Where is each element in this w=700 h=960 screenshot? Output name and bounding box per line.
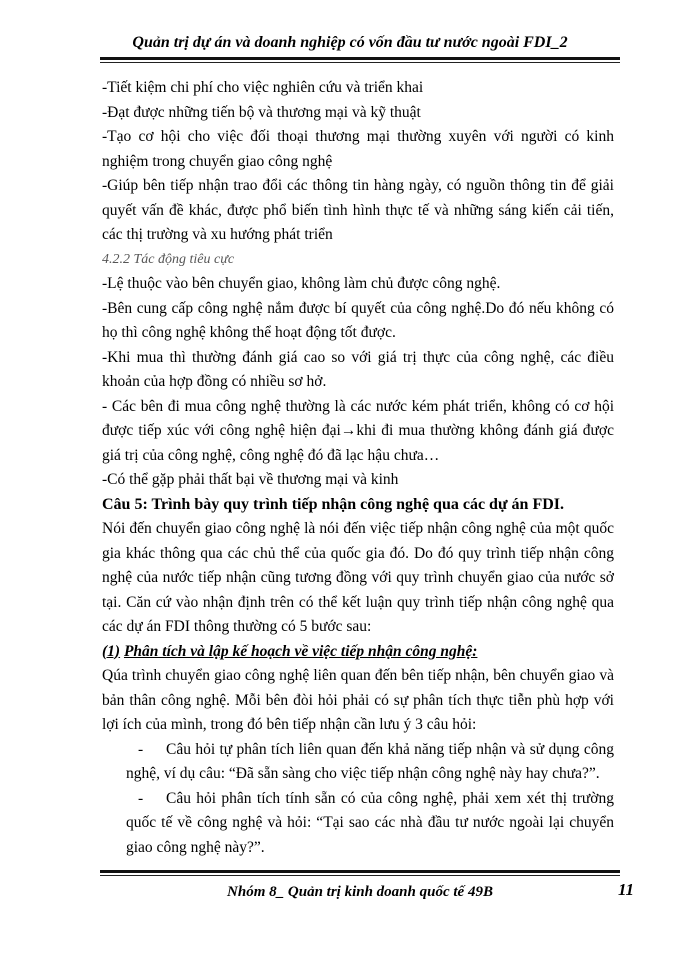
page-number: 11 [618,880,635,899]
step-1-title: Phân tích và lập kế hoạch về việc tiếp nhận công nghệ: [123,642,478,660]
header-rule-thin [100,62,620,63]
page-footer-title: Nhóm 8_ Quản trị kinh doanh quốc tế 49B [227,884,493,900]
header-rule-thick [100,57,620,60]
step-1-number: (1) [102,642,121,660]
page-body [102,76,614,860]
benefit-line-4: -Giúp bên tiếp nhận trao đổi các thông tin hàng ngày, có nguồn thông tin để giải quyết vấn đề khác, được phổ biến tình hình thực tế và những sáng kiến cải tiến, các thị trường và xu hướng phát triển [102,177,614,243]
benefit-line-3: -Tạo cơ hội cho việc đối thoại thương mại thường xuyên với người có kinh nghiệm trong chuyển giao công nghệ [102,128,614,170]
negative-line-3: -Khi mua thì thường đánh giá cao so với giá trị thực của công nghệ, các điều khoản của hợp đồng có nhiều sơ hở. [102,348,614,390]
negative-line-2: -Bên cung cấp công nghệ nắm được bí quyết của công nghệ.Do đó nếu không có họ thì công nghệ không thể hoạt động tốt được. [102,299,614,341]
page-header-title: Quản trị dự án và doanh nghiệp có vốn đầu tư nước ngoài FDI_2 [132,34,568,51]
footer-rule-thick [100,870,620,873]
footer-rule-thin [100,875,620,876]
negative-line-1: -Lệ thuộc vào bên chuyển giao, không làm chủ được công nghệ. [102,275,501,292]
bullet-text-1: Câu hỏi tự phân tích liên quan đến khả năng tiếp nhận và sử dụng công nghệ, ví dụ câu: “Đã sẵn sàng cho việc tiếp nhận công nghệ này hay chưa?”. [126,740,614,782]
step-1-heading [102,640,614,665]
section-title-negative-impact: 4.2.2 Tác động tiêu cực [102,251,235,267]
bullet-dash: - [138,740,144,758]
negative-line-4: - Các bên đi mua công nghệ thường là các nước kém phát triển, không có cơ hội được tiếp xúc với công nghệ hiện đại→khi đi mua thường không đánh giá được giá trị của công nghệ, công nghệ đó đã lạc hậu chưa… [102,397,614,464]
bullet-item-2 [102,787,614,861]
question-5-heading: Câu 5: Trình bày quy trình tiếp nhận công nghệ qua các dự án FDI. [102,495,565,513]
step-1-paragraph: Qúa trình chuyển giao công nghệ liên quan đến bên tiếp nhận, bên chuyển giao và bản thân công nghệ. Mỗi bên đòi hỏi phải có sự phân tích thực tiễn phù hợp với lợi ích của mình, trong đó bên tiếp nhận cần lưu ý 3 câu hỏi: [102,667,614,733]
bullet-text-2: Câu hỏi phân tích tính sẵn có của công nghệ, phải xem xét thị trường quốc tế về công nghệ và hỏi: “Tại sao các nhà đầu tư nước ngoài lại chuyển giao công nghệ này?”. [126,789,614,856]
benefit-line-2: -Đạt được những tiến bộ và thương mại và kỹ thuật [102,103,421,121]
negative-line-5: -Có thể gặp phải thất bại về thương mại và kinh [102,471,399,488]
bullet-dash: - [138,789,144,807]
benefit-line-1: -Tiết kiệm chi phí cho việc nghiên cứu và triển khai [102,79,424,96]
bullet-item-1 [102,738,614,787]
intro-paragraph: Nói đến chuyển giao công nghệ là nói đến việc tiếp nhận công nghệ của một quốc gia khác thông qua các chủ thể của quốc gia đó. Do đó quy trình tiếp nhận công nghệ của nước tiếp nhận cũng tương đồng với quy trình chuyển giao của nước sở tại. Căn cứ vào nhận định trên có thể kết luận quy trình tiếp nhận công nghệ qua các dự án FDI thông thường có 5 bước sau: [102,520,614,635]
